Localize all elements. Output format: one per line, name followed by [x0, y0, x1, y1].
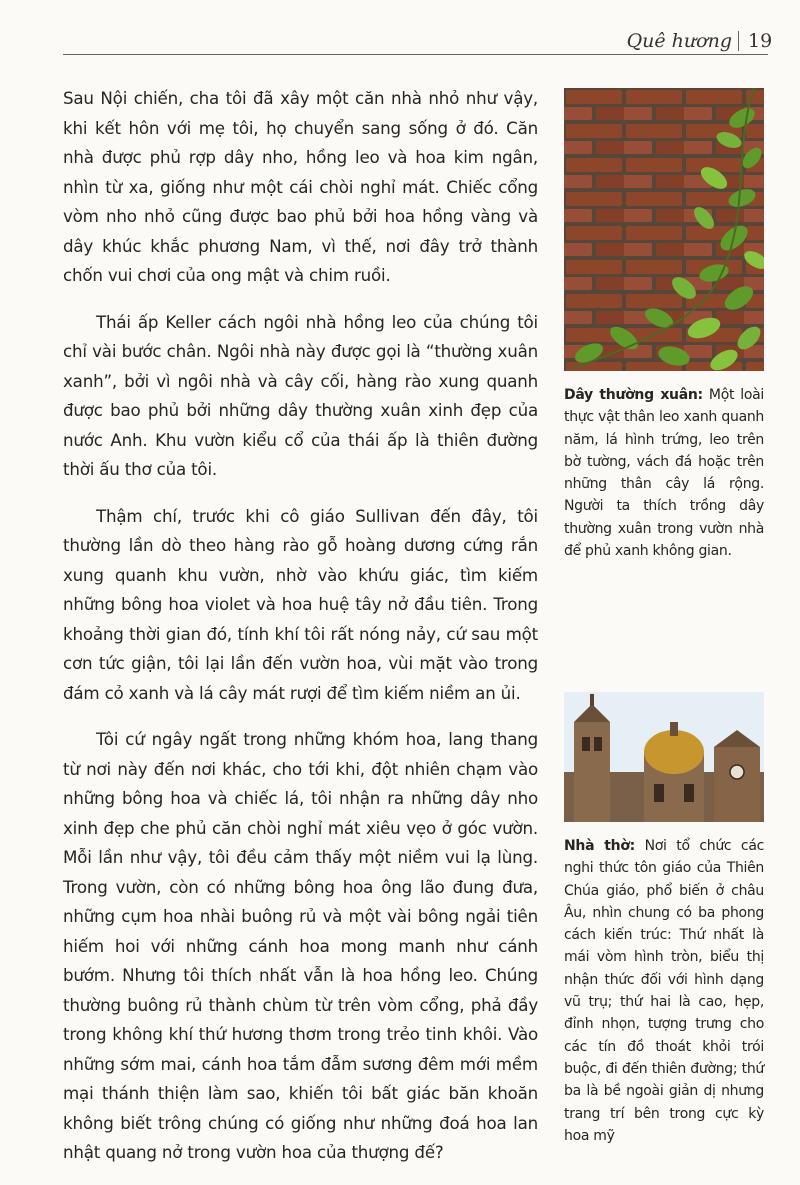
ivy-wall-illustration [564, 88, 764, 371]
church-photo [564, 692, 764, 822]
main-text [63, 84, 538, 1185]
page-header [0, 0, 800, 60]
ivy-sidebar [564, 88, 764, 562]
header-rule [63, 54, 768, 55]
page-number: 19 [748, 30, 773, 52]
paragraph-1: Sau Nội chiến, cha tôi đã xây một căn nhà nhỏ như vậy, khi kết hôn với mẹ tôi, họ chuyển sang sống ở đó. Căn nhà được phủ rợp dây nho, hồng leo và hoa kim ngân, nhìn từ xa, giống như một cái chòi nghỉ mát. Chiếc cổng vòm nho nhỏ cũng được bao phủ bởi hoa hồng vàng và dây khúc khắc phương Nam, vì thế, nơi đây trở thành chốn vui chơi của ong mật và chim ruồi. [63, 88, 538, 285]
church-caption [564, 835, 764, 1147]
ivy-caption [564, 384, 764, 562]
paragraph-3: Thậm chí, trước khi cô giáo Sullivan đến đây, tôi thường lần dò theo hàng rào gỗ hoàng dương cứng rắn xung quanh khu vườn, nhờ vào khứu giác, tìm kiếm những bông hoa violet và hoa huệ tây nở đầu tiên. Trong khoảng thời gian đó, tính khí tôi rất nóng nảy, cứ sau một cơn tức giận, tôi lại lần đến vườn hoa, vùi mặt vào trong đám cỏ xanh và lá cây mát rượi để tìm kiếm niềm an ủi. [63, 505, 538, 703]
chapter-title: Quê hương [626, 30, 732, 52]
ivy-term: Dây thường xuân: [564, 387, 703, 403]
header-separator [738, 31, 739, 51]
paragraph-2: Thái ấp Keller cách ngôi nhà hồng leo của chúng tôi chỉ vài bước chân. Ngôi nhà này được gọi là “thường xuân xanh”, bởi vì ngôi nhà và cây cối, hàng rào xung quanh được bao phủ bởi những dây thường xuân xinh đẹp của nước Anh. Khu vườn kiểu cổ của thái ấp là thiên đường thời ấu thơ của tôi. [63, 311, 538, 479]
church-definition: Nơi tổ chức các nghi thức tôn giáo của Thiên Chúa giáo, phổ biến ở châu Âu, nhìn chung có ba phong cách kiến trúc: Thứ nhất là mái vòm hình tròn, biểu thị nhận thức đối với hình dạng vũ trụ; thứ hai là cao, hẹp, đỉnh nhọn, tượng trưng cho các tín đồ thoát khỏi trói buộc, đi đến thiên đường; thứ ba là bề ngoài giản dị nhưng trang trí bên trong cực kỳ hoa mỹ [564, 838, 764, 1144]
church-illustration [564, 692, 764, 822]
ivy-definition: Một loài thực vật thân leo xanh quanh năm, lá hình trứng, leo trên bờ tường, vách đá hoặc trên những thân cây lá rộng. Người ta thích trồng dây thường xuân trong vườn nhà để phủ xanh không gian. [564, 387, 764, 560]
paragraph-4: Tôi cứ ngây ngất trong những khóm hoa, lang thang từ nơi này đến nơi khác, cho tới khi, đột nhiên chạm vào những bông hoa và chiếc lá, tôi nhận ra những dây nho xinh đẹp che phủ căn chòi nghỉ mát xiêu vẹo ở góc vườn. Mỗi lần như vậy, tôi đều cảm thấy một niềm vui lạ lùng. Trong vườn, còn có những bông hoa ông lão đung đưa, những cụm hoa nhài buông rủ và một vài bông ngải tiên hiếm hoi với những cánh hoa mong manh như cánh bướm. Nhưng tôi thích nhất vẫn là hoa hồng leo. Chúng thường buông rủ thành chùm từ trên vòm cổng, phả đầy trong không khí thứ hương thơm trong trẻo tinh khôi. Vào những sớm mai, cánh hoa tắm đẫm sương đêm mới mềm mại thánh thiện làm sao, khiến tôi bất giác băn khoăn không biết trông chúng có giống như những đoá hoa lan nhật quang nở trong vườn hoa của thượng đế? [63, 729, 538, 1162]
church-sidebar [564, 692, 764, 1147]
ivy-wall-photo [564, 88, 764, 371]
church-term: Nhà thờ: [564, 838, 635, 854]
